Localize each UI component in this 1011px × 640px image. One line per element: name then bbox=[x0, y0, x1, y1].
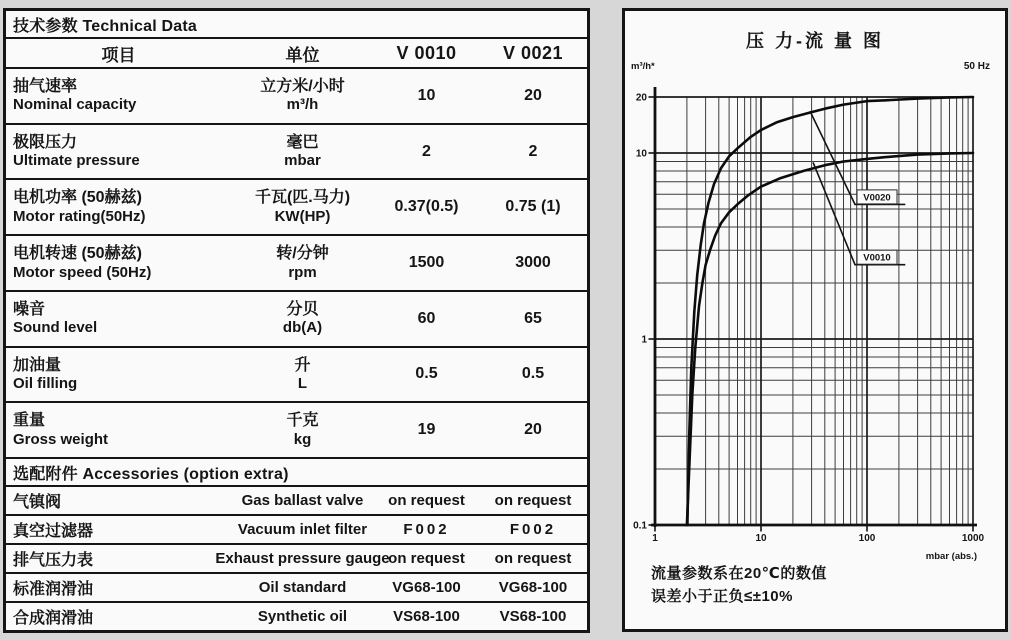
chart-footnote bbox=[651, 562, 827, 609]
accessory-label-zh: 合成润滑油 bbox=[13, 610, 94, 627]
accessory-label-en: Synthetic oil bbox=[257, 608, 348, 625]
accessory-value-v0021: VS68-100 bbox=[499, 608, 567, 625]
row-label-en: Motor rating(50Hz) bbox=[13, 207, 146, 225]
row-unit-en: mbar bbox=[284, 152, 321, 170]
row-unit-zh: 转/分钟 bbox=[276, 245, 329, 263]
table-grid bbox=[6, 11, 587, 630]
accessory-label-en: Vacuum inlet filter bbox=[237, 521, 368, 538]
table-row bbox=[6, 290, 587, 346]
accessory-value-v0021: on request bbox=[494, 550, 572, 567]
row-label-zh: 重量 bbox=[13, 412, 46, 430]
row-label-zh: 噪音 bbox=[13, 300, 46, 318]
row-unit-en: db(A) bbox=[282, 319, 323, 337]
row-label-en: Ultimate pressure bbox=[13, 152, 140, 170]
table-row bbox=[6, 234, 587, 290]
svg-text:0.1: 0.1 bbox=[633, 520, 647, 532]
row-label-zh: 加油量 bbox=[13, 356, 62, 374]
table-title bbox=[6, 11, 587, 37]
row-label-zh: 抽气速率 bbox=[13, 77, 78, 95]
footnote-line-1: 流量参数系在20℃的数值 bbox=[651, 565, 827, 582]
svg-text:V0020: V0020 bbox=[863, 192, 891, 204]
row-label-zh: 电机功率 (50赫兹) bbox=[13, 189, 142, 207]
row-label-zh: 极限压力 bbox=[13, 133, 78, 151]
row-label-en: Gross weight bbox=[13, 430, 109, 448]
row-value-v0010: 2 bbox=[422, 142, 431, 160]
accessory-value-v0021: on request bbox=[494, 492, 572, 509]
frequency-label: 50 Hz bbox=[963, 61, 990, 72]
accessories-header bbox=[6, 457, 587, 485]
chart-title: 压 力-流 量 图 bbox=[746, 31, 884, 51]
svg-text:20: 20 bbox=[635, 92, 647, 104]
accessory-value-v0010: F002 bbox=[403, 521, 450, 538]
svg-text:10: 10 bbox=[635, 148, 647, 160]
row-unit-zh: 千克 bbox=[286, 412, 319, 430]
footnote-line-2: 误差小于正负≤±10% bbox=[651, 588, 793, 606]
svg-text:10: 10 bbox=[755, 533, 767, 544]
row-value-v0021: 20 bbox=[524, 86, 542, 104]
accessory-label-zh: 标准润滑油 bbox=[13, 581, 94, 598]
svg-text:m³/h*: m³/h* bbox=[631, 61, 655, 72]
row-value-v0021: 0.5 bbox=[521, 365, 545, 383]
svg-text:1: 1 bbox=[652, 533, 658, 544]
table-row bbox=[6, 67, 587, 123]
accessory-label-en: Exhaust pressure gauge bbox=[215, 550, 390, 567]
row-unit-en: rpm bbox=[288, 263, 317, 281]
row-label-en: Oil filling bbox=[13, 375, 78, 393]
accessory-label-zh: 真空过滤器 bbox=[13, 523, 94, 540]
column-header-row bbox=[6, 37, 587, 67]
accessory-row bbox=[6, 485, 587, 514]
row-value-v0010: 19 bbox=[417, 421, 436, 439]
row-label-en: Nominal capacity bbox=[13, 96, 137, 114]
accessory-row bbox=[6, 572, 587, 601]
row-value-v0021: 20 bbox=[524, 421, 542, 439]
accessory-label-zh: 气镇阀 bbox=[13, 494, 62, 511]
accessory-row bbox=[6, 514, 587, 543]
table-row bbox=[6, 401, 587, 457]
row-value-v0010: 1500 bbox=[408, 253, 445, 271]
flow-chart-svg bbox=[625, 57, 1005, 567]
pressure-flow-chart-panel bbox=[622, 8, 1008, 632]
accessory-value-v0021: VG68-100 bbox=[498, 579, 568, 596]
col-header-v0021: V 0021 bbox=[502, 42, 564, 63]
accessory-value-v0010: on request bbox=[388, 550, 465, 567]
row-label-en: Sound level bbox=[13, 319, 98, 337]
row-unit-en: L bbox=[297, 375, 308, 393]
row-unit-en: KW(HP) bbox=[274, 207, 331, 225]
row-value-v0010: 0.5 bbox=[415, 365, 438, 383]
col-header-unit: 单位 bbox=[285, 45, 320, 65]
row-label-zh: 电机转速 (50赫兹) bbox=[13, 245, 142, 263]
table-row bbox=[6, 178, 587, 234]
accessory-value-v0021: F002 bbox=[509, 521, 557, 538]
row-unit-zh: 立方米/小时 bbox=[260, 77, 345, 95]
svg-text:100: 100 bbox=[858, 533, 876, 544]
row-unit-en: kg bbox=[293, 430, 312, 448]
row-value-v0021: 0.75 (1) bbox=[505, 198, 561, 216]
col-header-v0010: V 0010 bbox=[396, 42, 457, 63]
row-value-v0010: 60 bbox=[417, 309, 436, 327]
accessory-value-v0010: on request bbox=[388, 492, 465, 509]
table-row bbox=[6, 346, 587, 402]
accessory-row bbox=[6, 543, 587, 572]
row-unit-zh: 毫巴 bbox=[286, 133, 319, 151]
accessory-label-en: Oil standard bbox=[258, 579, 347, 596]
row-unit-zh: 千瓦(匹.马力) bbox=[254, 189, 351, 207]
row-value-v0021: 65 bbox=[524, 309, 542, 327]
accessory-row bbox=[6, 601, 587, 630]
accessories-header-text: 选配附件 Accessories (option extra) bbox=[13, 465, 289, 483]
svg-text:1: 1 bbox=[641, 334, 647, 346]
accessory-value-v0010: VG68-100 bbox=[392, 579, 461, 596]
accessory-value-v0010: VS68-100 bbox=[393, 608, 460, 625]
row-label-en: Motor speed (50Hz) bbox=[13, 263, 152, 281]
col-header-item: 项目 bbox=[101, 45, 136, 65]
technical-data-table bbox=[3, 8, 590, 633]
row-value-v0010: 10 bbox=[417, 86, 436, 104]
table-title-text: 技术参数 Technical Data bbox=[13, 17, 197, 35]
svg-text:V0010: V0010 bbox=[863, 252, 891, 264]
row-unit-zh: 分贝 bbox=[286, 300, 319, 318]
svg-text:1000: 1000 bbox=[961, 533, 985, 544]
row-value-v0021: 3000 bbox=[515, 253, 551, 271]
table-row bbox=[6, 123, 587, 179]
svg-text:mbar (abs.): mbar (abs.) bbox=[925, 551, 977, 562]
row-value-v0010: 0.37(0.5) bbox=[394, 198, 459, 216]
row-unit-zh: 升 bbox=[294, 356, 311, 374]
accessory-label-en: Gas ballast valve bbox=[241, 492, 364, 509]
accessory-label-zh: 排气压力表 bbox=[13, 552, 94, 569]
row-value-v0021: 2 bbox=[528, 142, 538, 160]
row-unit-en: m³/h bbox=[286, 96, 319, 114]
